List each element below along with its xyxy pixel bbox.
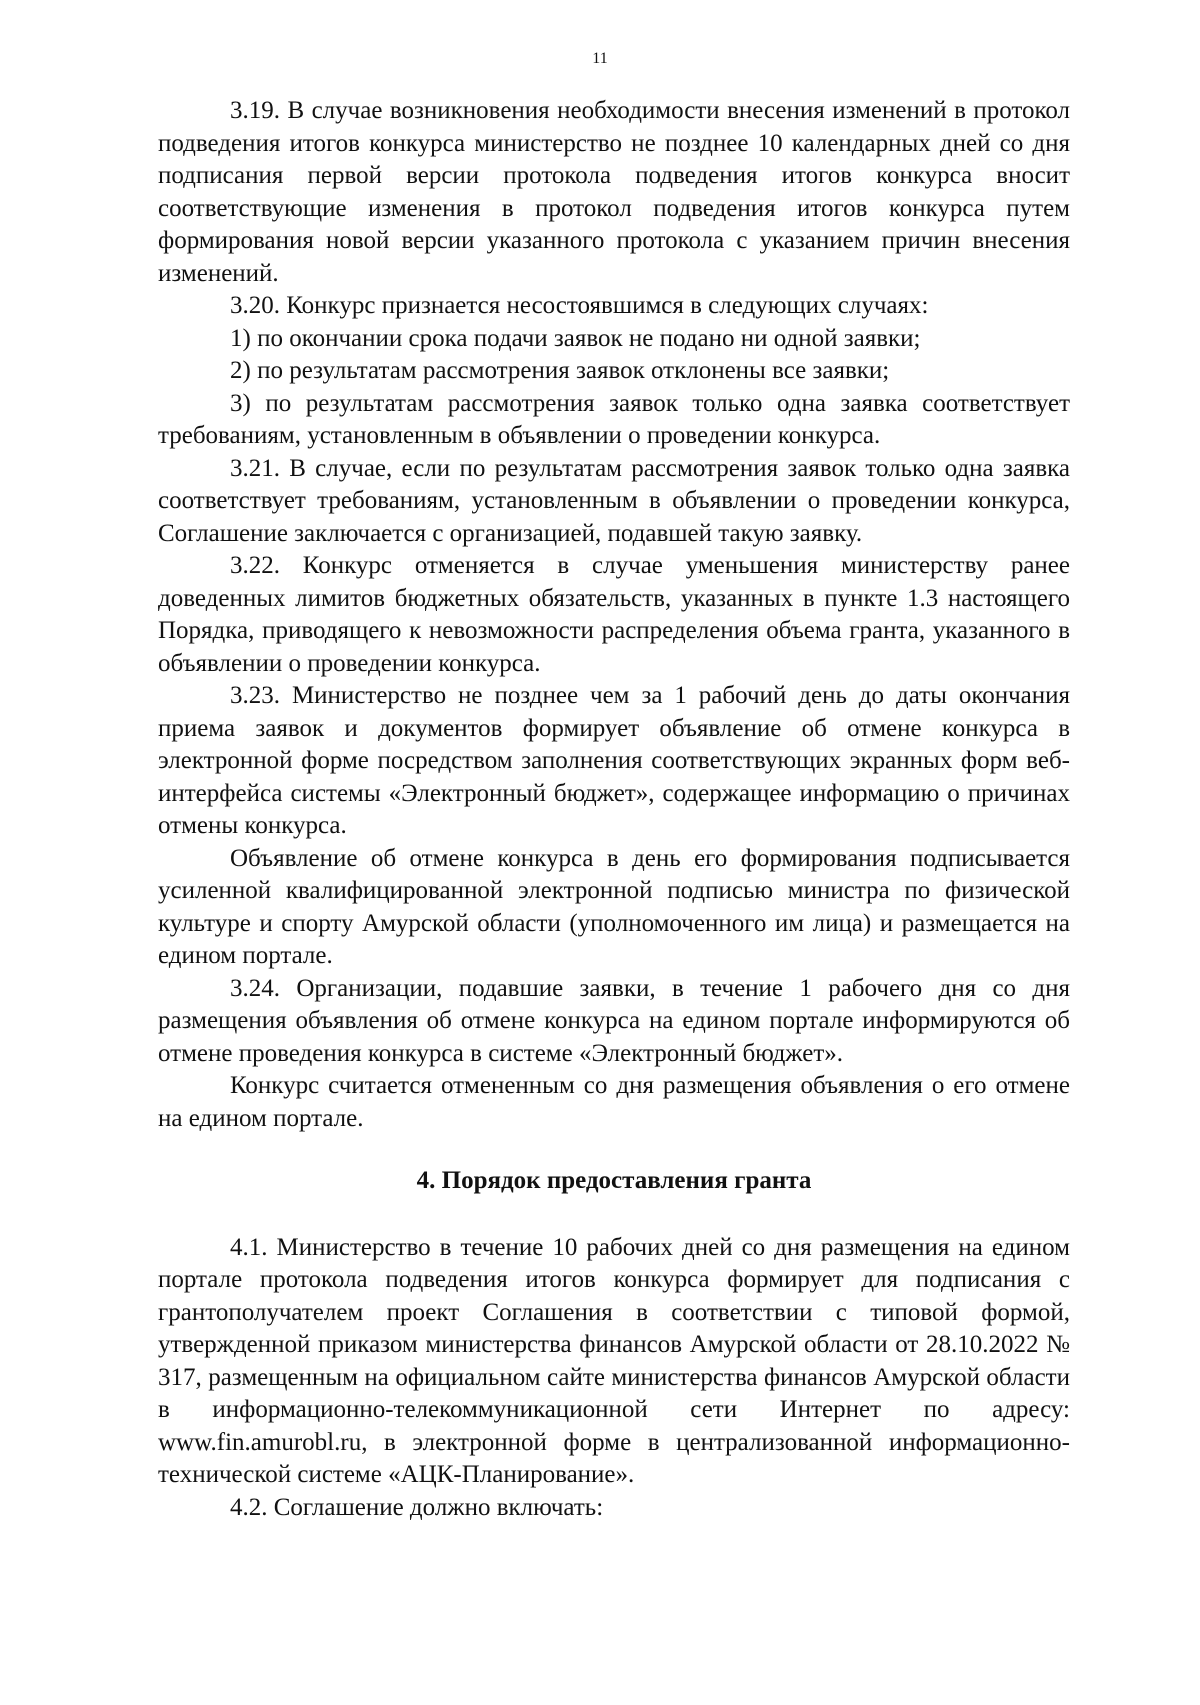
paragraph-3-20: 3.20. Конкурс признается несостоявшимся в следующих случаях: [230,292,929,319]
list-item-3: 3) по результатам рассмотрения заявок только одна заявка соответствует требованиям, установленным в объявлении о проведении конкурса. [158,389,1070,449]
paragraph-3-22: 3.22. Конкурс отменяется в случае уменьшения министерству ранее доведенных лимитов бюджетных обязательств, указанных в пункте 1.3 настоящего Порядка, приводящего к невозможности распределения объема гранта, указанного в объявлении о проведении конкурса. [158,552,1070,677]
list-item-2: 2) по результатам рассмотрения заявок отклонены все заявки; [230,357,890,384]
page-number: 11 [592,50,608,67]
paragraph-cancellation-signing: Объявление об отмене конкурса в день его формирования подписывается усиленной квалифицированной электронной подписью министра по физической культуре и спорту Амурской области (уполномоченного им лица) и размещается на едином портале. [158,844,1070,969]
paragraph-4-1: 4.1. Министерство в течение 10 рабочих дней со дня размещения на едином портале протокола подведения итогов конкурса формирует для подписания с грантополучателем проект Соглашения в соответствии с типовой формой, утвержденной приказом министерства финансов Амурской области от 28.10.2022 № 317, размещенным на официальном сайте министерства финансов Амурской области в информационно-телекоммуникационной сети Интернет по адресу: www.fin.amurobl.ru, в электронной форме в централизованной информационно-технической системе «АЦК-Планирование». [158,1233,1070,1488]
paragraph-3-21: 3.21. В случае, если по результатам рассмотрения заявок только одна заявка соответствует требованиям, установленным в объявлении о проведении конкурса, Соглашение заключается с организацией, подавшей такую заявку. [158,454,1070,547]
list-item-1: 1) по окончании срока подачи заявок не подано ни одной заявки; [230,324,921,352]
paragraph-3-24: 3.24. Организации, подавшие заявки, в течение 1 рабочего дня со дня размещения объявления об отмене конкурса на едином портале информируются об отмене проведения конкурса в системе «Электронный бюджет». [158,974,1070,1067]
paragraph-cancellation-effective: Конкурс считается отмененным со дня размещения объявления о его отмене на едином портале. [158,1072,1070,1132]
document-body [158,95,1070,1524]
section-heading: 4. Порядок предоставления гранта [416,1167,812,1194]
paragraph-4-2: 4.2. Соглашение должно включать: [230,1493,604,1521]
paragraph-3-23: 3.23. Министерство не позднее чем за 1 рабочий день до даты окончания приема заявок и документов формирует объявление об отмене конкурса в электронной форме посредством заполнения соответствующих экранных форм веб-интерфейса системы «Электронный бюджет», содержащее информацию о причинах отмены конкурса. [158,682,1070,839]
paragraph-3-19: 3.19. В случае возникновения необходимости внесения изменений в протокол подведения итогов конкурса министерство не позднее 10 календарных дней со дня подписания первой версии протокола подведения итогов конкурса вносит соответствующие изменения в протокол подведения итогов конкурса путем формирования новой версии указанного протокола с указанием причин внесения изменений. [158,97,1070,287]
